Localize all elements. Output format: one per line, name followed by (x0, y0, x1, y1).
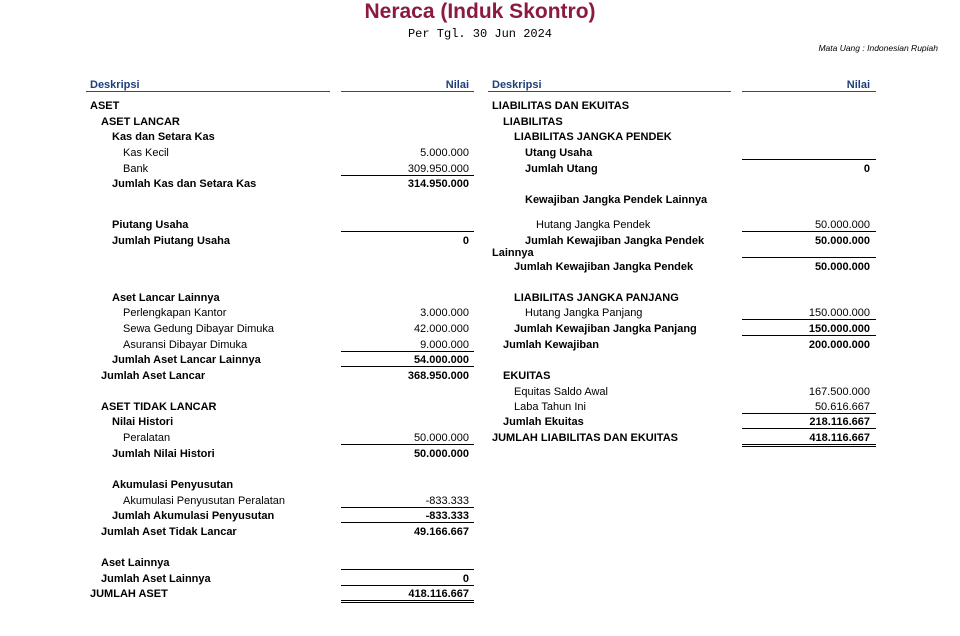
subtotal-value: -833.333 (425, 510, 469, 522)
subtotal-value: 50.000.000 (814, 235, 870, 247)
section-heading: LIABILITAS DAN EKUITAS (492, 100, 630, 112)
subtotal-value: 49.166.667 (413, 526, 469, 538)
header-divider (341, 91, 474, 92)
right-description-header: Deskripsi (492, 79, 542, 91)
subtotal-rule (742, 257, 876, 258)
subtotal-value: 314.950.000 (407, 178, 469, 190)
left-value-header: Nilai (445, 79, 469, 91)
subtotal-label: Jumlah Aset Tidak Lancar (101, 526, 237, 538)
group-heading: LIABILITAS JANGKA PANJANG (514, 292, 679, 304)
subtotal-label: Jumlah Ekuitas (503, 416, 584, 428)
subtotal-rule (341, 351, 474, 352)
grand-total-rule (341, 600, 474, 603)
subtotal-rule (742, 413, 876, 414)
subtotal-rule (341, 585, 474, 586)
subtotal-rule (742, 319, 876, 320)
subtotal-value: 54.000.000 (413, 354, 469, 366)
subtotal-label-continuation: Lainnya (492, 247, 534, 259)
account-value: 42.000.000 (413, 323, 469, 335)
subtotal-value: 50.000.000 (814, 261, 870, 273)
account-label: Akumulasi Penyusutan Peralatan (123, 495, 286, 507)
subtotal-label: Jumlah Nilai Histori (112, 448, 215, 460)
grand-total-rule (742, 444, 876, 447)
group-heading: Aset Lainnya (101, 557, 170, 569)
subtotal-label: Jumlah Piutang Usaha (112, 235, 230, 247)
subtotal-value: 50.000.000 (413, 448, 469, 460)
subtotal-rule (742, 428, 876, 429)
currency-note: Mata Uang : Indonesian Rupiah (818, 43, 938, 53)
group-heading: Nilai Histori (112, 416, 174, 428)
account-label: Equitas Saldo Awal (514, 386, 608, 398)
account-label: Bank (123, 163, 149, 175)
account-value: 150.000.000 (808, 307, 870, 319)
section-heading: LIABILITAS (503, 116, 563, 128)
subtotal-rule (341, 175, 474, 176)
account-value: 50.000.000 (814, 219, 870, 231)
account-value: -833.333 (425, 495, 469, 507)
subtotal-rule (341, 507, 474, 508)
subtotal-rule (742, 231, 876, 232)
subtotal-value: 0 (462, 573, 469, 585)
account-value: 167.500.000 (808, 386, 870, 398)
subtotal-label: Jumlah Kewajiban (503, 339, 599, 351)
account-value: 50.616.667 (814, 401, 870, 413)
subtotal-label: Jumlah Aset Lancar (101, 370, 206, 382)
account-value: 309.950.000 (407, 163, 469, 175)
subtotal-rule (341, 366, 474, 367)
group-heading: Akumulasi Penyusutan (112, 479, 234, 491)
account-label: Laba Tahun Ini (514, 401, 586, 413)
total-assets-value: 418.116.667 (408, 588, 469, 600)
header-divider (488, 91, 731, 92)
subtotal-value: 150.000.000 (808, 323, 870, 335)
left-description-header: Deskripsi (90, 79, 140, 91)
header-divider (86, 91, 330, 92)
section-heading: ASET (90, 100, 120, 112)
total-liabilities-equity-label: JUMLAH LIABILITAS DAN EKUITAS (492, 432, 678, 444)
subtotal-value: 200.000.000 (808, 339, 870, 351)
subtotal-label: Jumlah Kewajiban Jangka Pendek (514, 261, 694, 273)
group-heading: Kas dan Setara Kas (112, 131, 215, 143)
header-divider (742, 91, 876, 92)
report-title: Neraca (Induk Skontro) (364, 0, 596, 23)
subtotal-label: Jumlah Akumulasi Penyusutan (112, 510, 275, 522)
group-heading: Piutang Usaha (112, 219, 189, 231)
subtotal-label: Jumlah Kewajiban Jangka Panjang (514, 323, 697, 335)
account-value: 5.000.000 (420, 147, 469, 159)
subtotal-label: Jumlah Aset Lainnya (101, 573, 211, 585)
account-label: Asuransi Dibayar Dimuka (123, 339, 248, 351)
section-heading: ASET TIDAK LANCAR (101, 401, 217, 413)
total-liabilities-equity-value: 418.116.667 (809, 432, 870, 444)
account-label: Perlengkapan Kantor (123, 307, 227, 319)
account-label: Hutang Jangka Pendek (536, 219, 651, 231)
group-heading: Kewajiban Jangka Pendek Lainnya (525, 194, 708, 206)
account-label: Peralatan (123, 432, 171, 444)
subtotal-rule (742, 335, 876, 336)
group-heading: Utang Usaha (525, 147, 593, 159)
subtotal-value: 218.116.667 (809, 416, 870, 428)
subtotal-rule (341, 522, 474, 523)
account-label: Kas Kecil (123, 147, 169, 159)
subtotal-value: 0 (863, 163, 870, 175)
subtotal-rule (341, 231, 474, 232)
account-value: 50.000.000 (413, 432, 469, 444)
subtotal-label: Jumlah Kas dan Setara Kas (112, 178, 257, 190)
report-date: Per Tgl. 30 Jun 2024 (407, 27, 553, 41)
account-value: 3.000.000 (420, 307, 469, 319)
group-heading: LIABILITAS JANGKA PENDEK (514, 131, 672, 143)
account-label: Hutang Jangka Panjang (525, 307, 643, 319)
subtotal-label: Jumlah Utang (525, 163, 598, 175)
account-value: 9.000.000 (420, 339, 469, 351)
subtotal-value: 368.950.000 (407, 370, 469, 382)
subtotal-value: 0 (462, 235, 469, 247)
subtotal-rule (341, 569, 474, 570)
total-assets-label: JUMLAH ASET (90, 588, 168, 600)
subtotal-rule (742, 159, 876, 160)
section-heading: EKUITAS (503, 370, 551, 382)
subtotal-rule (341, 444, 474, 445)
subtotal-label: Jumlah Aset Lancar Lainnya (112, 354, 261, 366)
account-label: Sewa Gedung Dibayar Dimuka (123, 323, 275, 335)
subtotal-label: Jumlah Kewajiban Jangka Pendek (525, 235, 705, 247)
group-heading: Aset Lancar Lainnya (112, 292, 220, 304)
section-heading: ASET LANCAR (101, 116, 180, 128)
right-value-header: Nilai (846, 79, 870, 91)
